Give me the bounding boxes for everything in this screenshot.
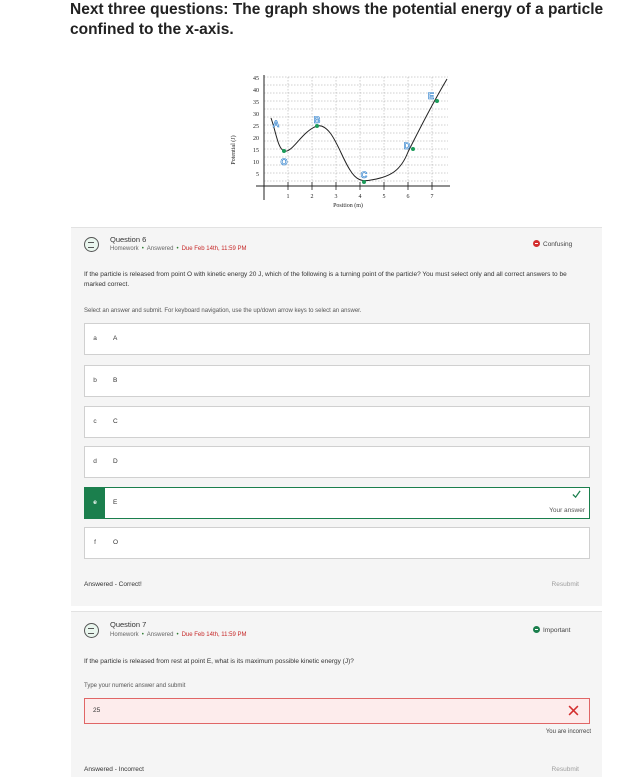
tag-label: Important [543, 627, 571, 634]
x-tick: 7 [430, 194, 434, 200]
y-tick: 35 [253, 100, 259, 106]
point-label-o: O [280, 157, 288, 167]
y-tick: 25 [253, 124, 259, 130]
x-tick: 1 [286, 194, 290, 200]
option-letter: b [93, 377, 97, 384]
answer-hint: Type your numeric answer and submit [84, 683, 186, 689]
question-title: Question 6 [110, 235, 147, 244]
question-text: If the particle is released from rest at point E, what is its maximum possible kinetic energy (J)? [84, 658, 354, 665]
meta-due: Due Feb 14th, 11:59 PM [181, 246, 247, 252]
answer-status: Answered - Incorrect [84, 766, 144, 773]
y-tick: 10 [253, 160, 259, 166]
x-tick: 4 [358, 194, 362, 200]
checkmark-icon [572, 490, 581, 499]
point-label-e: E [427, 91, 435, 101]
y-tick: 30 [253, 112, 259, 118]
option-b[interactable] [84, 365, 590, 397]
question-icon [84, 237, 99, 252]
meta-status: Answered [146, 632, 174, 638]
option-e[interactable] [84, 487, 590, 519]
option-letter: d [93, 458, 97, 465]
resubmit-button[interactable]: Resubmit [551, 581, 579, 588]
option-label: B [113, 377, 118, 384]
important-tag[interactable] [533, 626, 570, 634]
incorrect-note: You are incorrect [545, 729, 591, 735]
option-label: D [113, 458, 118, 465]
option-label: A [113, 335, 118, 342]
minus-circle-icon [533, 240, 540, 247]
answer-status: Answered - Correct! [84, 581, 142, 588]
option-letter: f [94, 539, 96, 546]
question-title: Question 7 [110, 620, 147, 629]
option-letter: e [85, 488, 105, 518]
y-tick: 15 [253, 148, 259, 154]
x-tick: 6 [406, 194, 410, 200]
option-a[interactable] [84, 323, 590, 355]
meta-type: Homework [110, 246, 139, 252]
y-axis-label: Potential (J) [231, 135, 237, 165]
info-circle-icon [533, 626, 540, 633]
input-value: 25 [93, 707, 101, 714]
y-tick: 5 [256, 172, 259, 178]
x-tick: 2 [310, 194, 314, 200]
x-tick: 5 [382, 194, 386, 200]
y-tick: 40 [253, 88, 259, 94]
meta-status: Answered [146, 246, 174, 252]
option-label: O [113, 539, 119, 546]
point-label-b: B [313, 115, 321, 125]
page-title: Next three questions: The graph shows the potential energy of a particle confined to the x-axis. [70, 1, 604, 38]
resubmit-button[interactable]: Resubmit [551, 766, 579, 773]
potential-curve [271, 79, 447, 181]
numeric-answer-input[interactable] [84, 698, 590, 724]
confusing-tag[interactable] [533, 240, 572, 248]
y-tick: 20 [253, 136, 259, 142]
meta-due: Due Feb 14th, 11:59 PM [181, 632, 247, 638]
question-meta: Homework • Answered • Due Feb 14th, 11:59 PM [110, 246, 247, 252]
point-label-c: C [360, 170, 368, 180]
option-c[interactable] [84, 406, 590, 438]
point-label-a: A [272, 119, 280, 129]
potential-energy-graph [226, 70, 456, 210]
x-tick: 3 [334, 194, 338, 200]
option-label: E [113, 499, 118, 506]
tag-label: Confusing [543, 241, 573, 248]
close-icon [568, 705, 579, 716]
option-d[interactable] [84, 446, 590, 478]
question-icon [84, 623, 99, 638]
option-letter: a [93, 335, 97, 342]
question-7-card [71, 611, 602, 777]
point-label-d: D [403, 141, 411, 151]
x-axis-label: Position (m) [333, 203, 363, 209]
question-meta: Homework • Answered • Due Feb 14th, 11:59 PM [110, 632, 247, 638]
option-letter: c [93, 418, 97, 425]
question-6-card [71, 227, 602, 606]
question-text: If the particle is released from point O with kinetic energy 20 J, which of the following is a turning point of the particle? You must select only and all correct answers to be marked correct. [84, 271, 567, 288]
y-tick: 45 [253, 76, 259, 82]
your-answer-label: Your answer [549, 507, 585, 514]
option-f[interactable] [84, 527, 590, 559]
answer-hint: Select an answer and submit. For keyboard navigation, use the up/down arrow keys to select an answer. [84, 308, 362, 314]
option-label: C [113, 418, 118, 425]
meta-type: Homework [110, 632, 139, 638]
